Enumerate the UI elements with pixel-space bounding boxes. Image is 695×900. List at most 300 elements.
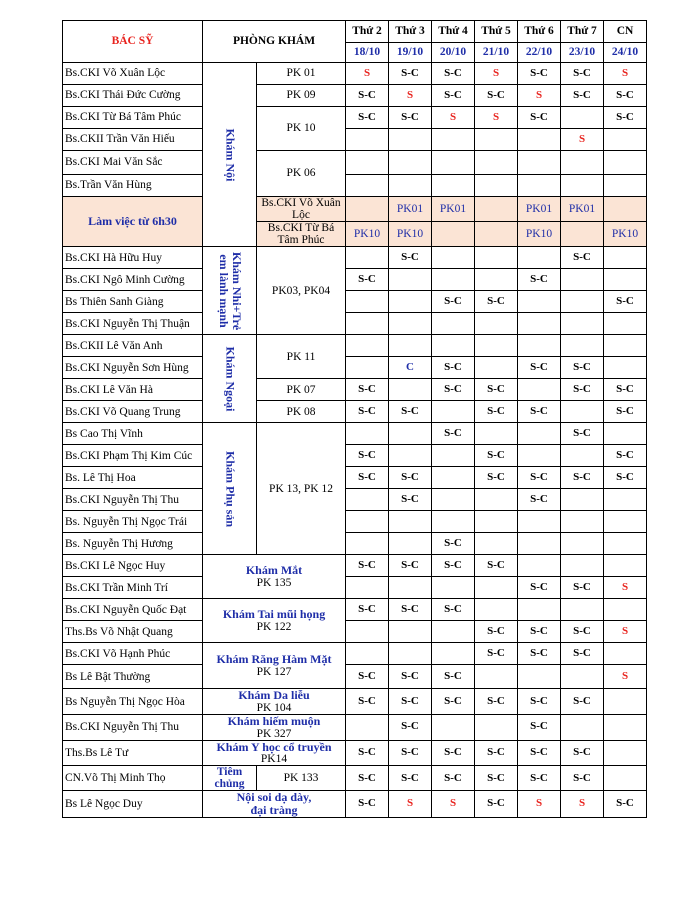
shift-cell — [475, 247, 518, 269]
shift-cell — [518, 665, 561, 689]
shift-cell — [432, 577, 475, 599]
shift-cell — [518, 423, 561, 445]
table-row — [63, 197, 647, 222]
table-row — [63, 599, 647, 621]
shift-cell — [346, 175, 389, 197]
shift-cell — [604, 511, 647, 533]
day-name-header: Thứ 5 — [475, 21, 518, 43]
shift-cell — [389, 379, 432, 401]
shift-cell: S-C — [475, 766, 518, 791]
shift-cell: S-C — [561, 85, 604, 107]
shift-cell — [346, 357, 389, 379]
shift-cell — [346, 577, 389, 599]
doctor-name: Bs Thiên Sanh Giàng — [63, 291, 203, 313]
table-row — [63, 791, 647, 817]
shift-cell — [389, 269, 432, 291]
shift-cell — [561, 714, 604, 740]
shift-cell: S-C — [389, 665, 432, 689]
shift-cell: S-C — [346, 665, 389, 689]
specialty-name: Khám Tai mũi họng — [222, 607, 326, 622]
table-row — [63, 489, 647, 511]
shift-cell — [432, 714, 475, 740]
shift-cell: S-C — [518, 621, 561, 643]
table-row — [63, 401, 647, 423]
specialty-name: Khám Y học cổ truyền — [216, 740, 332, 754]
shift-cell — [561, 313, 604, 335]
shift-cell: S — [389, 791, 432, 817]
early-room-cell — [475, 197, 518, 222]
table-row — [63, 175, 647, 197]
shift-cell — [432, 621, 475, 643]
shift-cell — [432, 401, 475, 423]
shift-cell — [561, 175, 604, 197]
shift-cell: S-C — [475, 445, 518, 467]
shift-cell: S — [389, 85, 432, 107]
shift-cell: S-C — [518, 401, 561, 423]
specialty-cell — [203, 555, 346, 599]
shift-cell: S-C — [432, 85, 475, 107]
day-name-header: Thứ 4 — [432, 21, 475, 43]
department-label — [223, 128, 236, 181]
shift-cell: S-C — [518, 269, 561, 291]
shift-cell: S-C — [475, 555, 518, 577]
shift-cell: S-C — [389, 714, 432, 740]
shift-cell: S-C — [604, 107, 647, 129]
shift-cell — [432, 445, 475, 467]
shift-cell: S-C — [604, 85, 647, 107]
table-row — [63, 335, 647, 357]
shift-cell — [604, 313, 647, 335]
shift-cell: S-C — [518, 740, 561, 766]
shift-cell — [346, 247, 389, 269]
specialty-cell — [203, 599, 346, 643]
table-row — [63, 740, 647, 766]
shift-cell — [604, 357, 647, 379]
table-row — [63, 313, 647, 335]
shift-cell — [346, 129, 389, 151]
table-row — [63, 357, 647, 379]
shift-cell: S-C — [389, 599, 432, 621]
shift-cell — [475, 665, 518, 689]
shift-cell: S-C — [432, 291, 475, 313]
shift-cell: S — [604, 621, 647, 643]
shift-cell — [518, 175, 561, 197]
shift-cell — [561, 401, 604, 423]
doctor-name: Bs.CKI Trần Minh Trí — [63, 577, 203, 599]
shift-cell: S-C — [389, 555, 432, 577]
shift-cell — [389, 445, 432, 467]
shift-cell — [432, 335, 475, 357]
shift-cell — [518, 379, 561, 401]
shift-cell — [389, 175, 432, 197]
table-row — [63, 291, 647, 313]
shift-cell — [346, 643, 389, 665]
doctor-name: Bs.CKI Nguyễn Thị Thu — [63, 714, 203, 740]
department-label-line: Khám Ngoại — [223, 346, 238, 412]
table-row — [63, 643, 647, 665]
doctor-name: Bs.CKI Nguyễn Quốc Đạt — [63, 599, 203, 621]
shift-cell — [561, 445, 604, 467]
specialty-name: Nội soi dạ dày, — [236, 790, 312, 805]
doctor-name: Bs.CKI Nguyễn Thị Thuận — [63, 313, 203, 335]
doctor-name: Bs.CKI Từ Bá Tâm Phúc — [63, 107, 203, 129]
table-row — [63, 423, 647, 445]
shift-cell: S-C — [518, 689, 561, 715]
shift-cell: S-C — [389, 107, 432, 129]
early-shift-label: Làm việc từ 6h30 — [63, 197, 203, 247]
shift-cell: S-C — [604, 445, 647, 467]
shift-cell: S-C — [432, 766, 475, 791]
shift-cell — [346, 291, 389, 313]
room-cell: PK 11 — [257, 335, 346, 379]
table-row — [63, 555, 647, 577]
shift-cell — [561, 599, 604, 621]
doctor-name: Bs.CKI Lê Ngọc Huy — [63, 555, 203, 577]
shift-cell: S-C — [389, 740, 432, 766]
early-room-cell — [604, 197, 647, 222]
shift-cell — [475, 357, 518, 379]
doctor-name: Bs.CKI Hà Hữu Huy — [63, 247, 203, 269]
shift-cell — [604, 151, 647, 175]
shift-cell: S — [561, 791, 604, 817]
shift-cell: S-C — [432, 379, 475, 401]
shift-cell — [432, 511, 475, 533]
table-row — [63, 63, 647, 85]
shift-cell — [346, 335, 389, 357]
room-column-header: PHÒNG KHÁM — [203, 21, 346, 63]
shift-cell — [604, 533, 647, 555]
shift-cell — [604, 129, 647, 151]
room-cell: PK03, PK04 — [257, 247, 346, 335]
shift-cell — [389, 577, 432, 599]
table-row — [63, 766, 647, 791]
shift-cell — [346, 714, 389, 740]
shift-cell — [518, 151, 561, 175]
shift-cell — [346, 151, 389, 175]
shift-cell: S-C — [346, 555, 389, 577]
shift-cell: S-C — [346, 85, 389, 107]
shift-cell: S-C — [475, 379, 518, 401]
specialty-name: Khám Răng Hàm Mặt — [216, 652, 332, 667]
day-date-header: 24/10 — [604, 43, 647, 63]
shift-cell — [432, 643, 475, 665]
shift-cell — [346, 423, 389, 445]
table-row — [63, 689, 647, 715]
room-cell: PK 09 — [257, 85, 346, 107]
shift-cell: S-C — [346, 599, 389, 621]
shift-cell — [432, 129, 475, 151]
shift-cell: S-C — [518, 766, 561, 791]
table-row — [63, 247, 647, 269]
specialty-cell — [203, 714, 346, 740]
specialty-room: PK 104 — [256, 701, 292, 714]
department-label — [223, 451, 236, 527]
shift-cell: S-C — [475, 740, 518, 766]
shift-cell — [389, 335, 432, 357]
table-row — [63, 129, 647, 151]
shift-cell: C — [389, 357, 432, 379]
shift-cell: S-C — [475, 85, 518, 107]
shift-cell: S-C — [561, 621, 604, 643]
shift-cell: S-C — [346, 107, 389, 129]
specialty-room: PK 135 — [256, 577, 292, 590]
shift-cell: S-C — [432, 533, 475, 555]
shift-cell — [561, 533, 604, 555]
shift-cell: S-C — [432, 665, 475, 689]
early-room-cell: PK10 — [604, 222, 647, 247]
early-room-cell: PK10 — [346, 222, 389, 247]
shift-cell — [475, 423, 518, 445]
shift-cell — [604, 489, 647, 511]
shift-cell: S-C — [604, 291, 647, 313]
specialty-room: PK 127 — [256, 666, 292, 679]
shift-cell — [389, 129, 432, 151]
shift-cell: S-C — [346, 791, 389, 817]
doctor-name: CN.Võ Thị Minh Thọ — [63, 766, 203, 791]
doctor-name: Bs Cao Thị Vĩnh — [63, 423, 203, 445]
shift-cell — [475, 151, 518, 175]
department-label-line: em lành mạnh — [216, 254, 231, 328]
shift-cell: S-C — [346, 379, 389, 401]
room-cell: PK 08 — [257, 401, 346, 423]
doctor-name: Bs.Trần Văn Hùng — [63, 175, 203, 197]
specialty-cell — [203, 791, 346, 817]
shift-cell: S-C — [432, 740, 475, 766]
doctor-name: Bs. Lê Thị Hoa — [63, 467, 203, 489]
early-room-cell: PK01 — [561, 197, 604, 222]
shift-cell: S — [432, 107, 475, 129]
shift-cell — [604, 740, 647, 766]
specialty-room: PK 122 — [256, 621, 292, 634]
doctor-name: Bs.CKI Nguyễn Sơn Hùng — [63, 357, 203, 379]
table-row — [63, 445, 647, 467]
specialty-room: PK14 — [260, 753, 288, 766]
doctor-name: Bs.CKI Võ Quang Trung — [63, 401, 203, 423]
table-row — [63, 379, 647, 401]
shift-cell — [604, 643, 647, 665]
shift-cell: S-C — [389, 247, 432, 269]
schedule-table — [62, 20, 647, 818]
shift-cell: S-C — [561, 643, 604, 665]
shift-cell — [561, 511, 604, 533]
shift-cell: S-C — [389, 766, 432, 791]
day-date-header: 20/10 — [432, 43, 475, 63]
room-cell: PK 06 — [257, 151, 346, 197]
shift-cell — [432, 313, 475, 335]
early-room-cell: PK01 — [518, 197, 561, 222]
doctor-name: Bs.CKI Võ Hạnh Phúc — [63, 643, 203, 665]
shift-cell — [561, 269, 604, 291]
day-date-header: 19/10 — [389, 43, 432, 63]
shift-cell — [475, 577, 518, 599]
shift-cell — [432, 489, 475, 511]
shift-cell: S-C — [604, 467, 647, 489]
day-date-header: 18/10 — [346, 43, 389, 63]
early-room-cell: PK10 — [518, 222, 561, 247]
shift-cell — [518, 247, 561, 269]
doctor-name: Bs. Nguyễn Thị Hương — [63, 533, 203, 555]
specialty-name: Khám Mắt — [245, 563, 303, 578]
early-room-cell: PK01 — [389, 197, 432, 222]
shift-cell — [432, 175, 475, 197]
shift-cell — [561, 555, 604, 577]
doctor-name: Bs.CKI Ngô Minh Cường — [63, 269, 203, 291]
shift-cell — [518, 555, 561, 577]
doctor-name: Bs.CKII Lê Văn Anh — [63, 335, 203, 357]
shift-cell — [475, 533, 518, 555]
shift-cell — [561, 291, 604, 313]
early-room-cell — [561, 222, 604, 247]
shift-cell: S — [346, 63, 389, 85]
shift-cell — [604, 714, 647, 740]
shift-cell: S-C — [346, 269, 389, 291]
doctor-name: Bs.CKI Thái Đức Cường — [63, 85, 203, 107]
department-label-line: Khám Phụ sản — [223, 450, 238, 527]
department-cell — [203, 247, 257, 335]
table-row — [63, 107, 647, 129]
shift-cell: S-C — [389, 63, 432, 85]
shift-cell — [389, 291, 432, 313]
shift-cell: S-C — [518, 357, 561, 379]
shift-cell: S-C — [561, 740, 604, 766]
shift-cell: S — [604, 63, 647, 85]
shift-cell — [389, 313, 432, 335]
shift-cell — [604, 335, 647, 357]
shift-cell — [475, 714, 518, 740]
department-label — [223, 346, 236, 411]
doctor-name: Ths.Bs Lê Tư — [63, 740, 203, 766]
shift-cell — [604, 269, 647, 291]
shift-cell: S-C — [475, 621, 518, 643]
early-room-cell — [475, 222, 518, 247]
shift-cell — [518, 129, 561, 151]
shift-cell: S-C — [604, 791, 647, 817]
early-doctor: Bs.CKI Võ Xuân Lộc — [257, 197, 346, 222]
shift-cell — [389, 643, 432, 665]
specialty-cell — [203, 689, 346, 715]
early-room-cell: PK01 — [432, 197, 475, 222]
shift-cell: S-C — [432, 599, 475, 621]
shift-cell — [518, 533, 561, 555]
shift-cell — [604, 247, 647, 269]
specialty-name: Tiêm chủng — [203, 766, 257, 791]
shift-cell — [346, 313, 389, 335]
shift-cell: S-C — [346, 467, 389, 489]
shift-cell: S-C — [475, 291, 518, 313]
shift-cell — [518, 313, 561, 335]
specialty-cell — [203, 643, 346, 689]
specialty-name: Khám Da liễu — [238, 688, 310, 703]
early-room-cell — [346, 197, 389, 222]
shift-cell: S-C — [432, 689, 475, 715]
table-row — [63, 511, 647, 533]
table-row — [63, 85, 647, 107]
shift-cell: S-C — [432, 555, 475, 577]
shift-cell — [518, 511, 561, 533]
shift-cell — [561, 665, 604, 689]
shift-cell: S-C — [389, 467, 432, 489]
shift-cell: S-C — [346, 445, 389, 467]
table-row — [63, 621, 647, 643]
department-label-line: Khám Nhi+Trẻ — [229, 251, 244, 330]
shift-cell: S-C — [561, 63, 604, 85]
shift-cell: S-C — [561, 379, 604, 401]
shift-cell — [475, 129, 518, 151]
doctor-name: Bs.CKII Trần Văn Hiếu — [63, 129, 203, 151]
shift-cell — [432, 247, 475, 269]
table-row — [63, 269, 647, 291]
shift-cell — [389, 511, 432, 533]
shift-cell: S — [604, 665, 647, 689]
room-cell: PK 10 — [257, 107, 346, 151]
shift-cell: S-C — [604, 379, 647, 401]
shift-cell: S-C — [518, 714, 561, 740]
room-cell: PK 07 — [257, 379, 346, 401]
shift-cell: S-C — [518, 63, 561, 85]
doctor-name: Bs.CKI Nguyễn Thị Thu — [63, 489, 203, 511]
shift-cell: S-C — [518, 489, 561, 511]
doctor-name: Bs.CKI Phạm Thị Kim Cúc — [63, 445, 203, 467]
shift-cell: S-C — [518, 107, 561, 129]
shift-cell — [561, 151, 604, 175]
day-name-header: Thứ 6 — [518, 21, 561, 43]
shift-cell — [475, 489, 518, 511]
doctor-name: Bs.CKI Mai Văn Sắc — [63, 151, 203, 175]
table-row — [63, 577, 647, 599]
department-cell — [203, 423, 257, 555]
shift-cell: S — [518, 791, 561, 817]
shift-cell: S-C — [518, 467, 561, 489]
shift-cell: S — [518, 85, 561, 107]
day-date-header: 22/10 — [518, 43, 561, 63]
shift-cell: S — [561, 129, 604, 151]
shift-cell: S-C — [432, 357, 475, 379]
table-row — [63, 151, 647, 175]
table-row — [63, 533, 647, 555]
shift-cell: S-C — [389, 689, 432, 715]
shift-cell: S-C — [475, 401, 518, 423]
table-row — [63, 714, 647, 740]
shift-cell — [475, 335, 518, 357]
doctor-column-header: BÁC SỸ — [63, 21, 203, 63]
shift-cell — [389, 151, 432, 175]
shift-cell: S-C — [561, 357, 604, 379]
shift-cell — [389, 423, 432, 445]
shift-cell: S — [475, 107, 518, 129]
shift-cell — [432, 467, 475, 489]
shift-cell — [475, 511, 518, 533]
shift-cell — [346, 533, 389, 555]
shift-cell — [346, 511, 389, 533]
shift-cell — [561, 335, 604, 357]
day-name-header: Thứ 2 — [346, 21, 389, 43]
shift-cell: S-C — [475, 791, 518, 817]
day-date-header: 23/10 — [561, 43, 604, 63]
room-cell: PK 133 — [257, 766, 346, 791]
shift-cell — [604, 689, 647, 715]
shift-cell: S-C — [561, 766, 604, 791]
shift-cell: S-C — [518, 643, 561, 665]
shift-cell — [432, 151, 475, 175]
shift-cell — [432, 269, 475, 291]
shift-cell — [475, 175, 518, 197]
shift-cell: S-C — [346, 689, 389, 715]
shift-cell: S-C — [518, 577, 561, 599]
doctor-name: Bs Lê Bật Thường — [63, 665, 203, 689]
specialty-room: PK 327 — [256, 727, 292, 740]
doctor-name: Bs.CKI Võ Xuân Lộc — [63, 63, 203, 85]
room-cell: PK 13, PK 12 — [257, 423, 346, 555]
